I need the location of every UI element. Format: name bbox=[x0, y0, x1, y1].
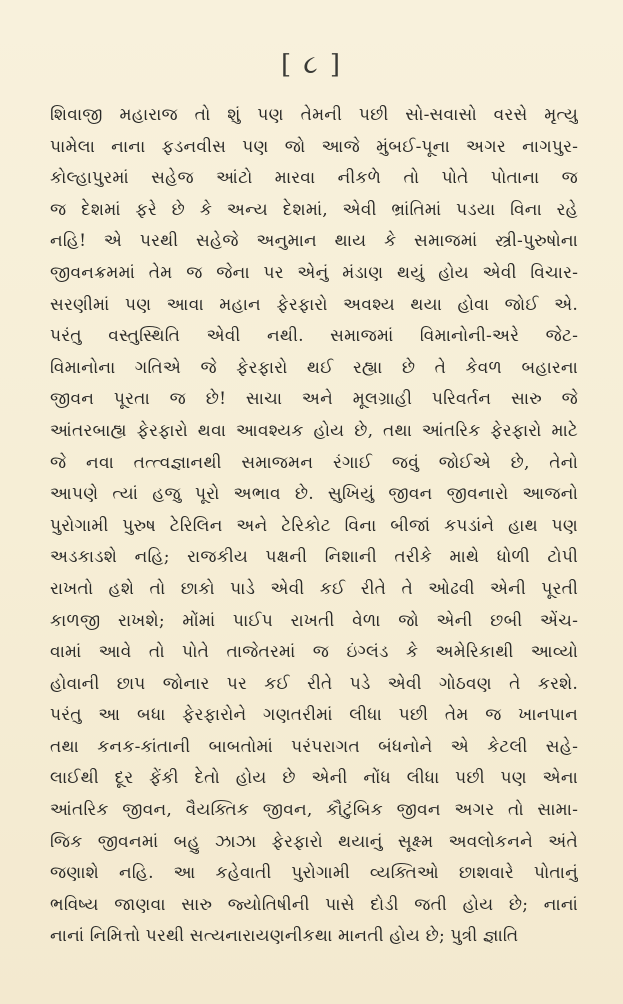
text-line: નહિ! એ પરથી સહેજે અનુમાન થાય કે સમાજમાં સ્ત્રી-પુરુષોના bbox=[50, 231, 578, 252]
text-line: હોવાની છાપ જોનાર પર કઈ રીતે પડે એવી ગોઠવણ તે કરશે. bbox=[50, 673, 578, 694]
text-line: અડકાડશે નહિ; રાજકીય પક્ષની નિશાની તરીકે માથે ધોળી ટોપી bbox=[50, 547, 578, 568]
text-line: પરંતુ વસ્તુસ્થિતિ એવી નથી. સમાજમાં વિમાનોની-અરે જેટ- bbox=[50, 326, 578, 347]
text-line: વામાં આવે તો પોતે તાજેતરમાં જ ઇંગ્લંડ કે અમેરિકાથી આવ્યો bbox=[50, 642, 578, 663]
text-line: પુરોગામી પુરુષ ટેરિલિન અને ટેરિકોટ વિના બીજાં કપડાંને હાથ પણ bbox=[50, 515, 578, 536]
text-line: ભવિષ્ય જાણવા સારુ જ્યોતિષીની પાસે દોડી જતી હોય છે; નાનાં bbox=[50, 894, 578, 915]
text-line: જીવન પૂરતા જ છે! સાચા અને મૂલગ્રાહી પરિવર્તન સારુ જે bbox=[50, 389, 578, 410]
text-line: આંતરિક જીવન, વૈયક્તિક જીવન, કૌટુંબિક જીવન અગર તો સામા- bbox=[50, 800, 578, 821]
text-line: જ દેશમાં ફરે છે કે અન્ય દેશમાં, એવી ભ્રાંતિમાં પડયા વિના રહે bbox=[50, 199, 578, 220]
text-line: જણાશે નહિ. આ કહેવાતી પુરોગામી વ્યક્તિઓ છાશવારે પોતાનું bbox=[50, 863, 578, 884]
text-line: આંતરબાહ્ય ફેરફારો થવા આવશ્યક હોય છે, તથા આંતરિક ફેરફારો માટે bbox=[50, 420, 578, 441]
page-number: [ ૮ ] bbox=[280, 50, 343, 80]
body-text bbox=[50, 100, 578, 953]
text-line: પરંતુ આ બધા ફેરફારોને ગણતરીમાં લીધા પછી તેમ જ ખાનપાન bbox=[50, 705, 578, 726]
text-line: આપણે ત્યાં હજુ પૂરો અભાવ છે. સુખિયું જીવન જીવનારો આજનો bbox=[50, 484, 578, 505]
text-line: જિક જીવનમાં બહુ ઝાઝા ફેરફારો થયાનું સૂક્ષ્મ અવલોકનને અંતે bbox=[50, 831, 578, 852]
text-line: સરણીમાં પણ આવા મહાન ફેરફારો અવશ્ય થયા હોવા જોઈ એ. bbox=[50, 294, 578, 315]
text-line: તથા કનક-કાંતાની બાબતોમાં પરંપરાગત બંધનોને એ કેટલી સહે- bbox=[50, 736, 578, 757]
text-line: લાઈથી દૂર ફેંકી દેતો હોય છે એની નોંધ લીધા પછી પણ એના bbox=[50, 768, 578, 789]
text-line: રાખતો હશે તો છાકો પાડે એવી કઈ રીતે તે ઓઢવી એની પૂરતી bbox=[50, 578, 578, 599]
text-line: શિવાજી મહારાજ તો શું પણ તેમની પછી સો-સવાસો વરસે મૃત્યુ bbox=[50, 105, 578, 125]
text-line: જે નવા તત્ત્વજ્ઞાનથી સમાજમન રંગાઈ જવું જોઈએ છે, તેનો bbox=[50, 452, 578, 473]
text-line: જીવનક્રમમાં તેમ જ જેના પર એનું મંડાણ થયું હોય એવી વિચાર- bbox=[50, 262, 578, 283]
text-line: કાળજી રાખશે; મોંમાં પાઈપ રાખતી વેળા જો એની છબી એંચ- bbox=[50, 610, 578, 631]
text-line: કોલ્હાપુરમાં સહેજ આંટો મારવા નીકળે તો પોતે પોતાના જ bbox=[50, 168, 578, 189]
text-line: વિમાનોના ગતિએ જે ફેરફારો થઈ રહ્યા છે તે કેવળ બહારના bbox=[50, 357, 578, 378]
text-line: નાનાં નિમિત્તો પરથી સત્યનારાયણનીકથા માનતી હોય છે; પુત્રી જ્ઞાતિ bbox=[50, 926, 519, 947]
text-line: પામેલા નાના ફડનવીસ પણ જો આજે મુંબઈ-પૂના અગર નાગપુર- bbox=[50, 136, 578, 157]
